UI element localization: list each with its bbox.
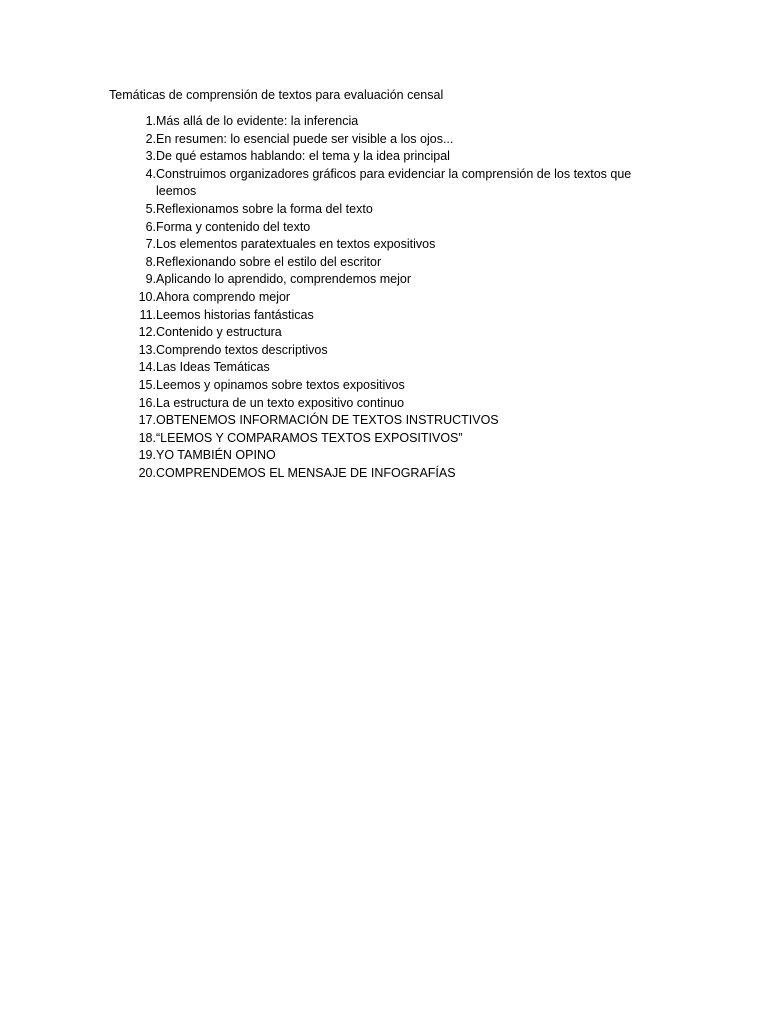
list-item-number-label: 9. (145, 272, 156, 287)
list-item-number-label: 2. (145, 131, 156, 146)
list-item-text: “LEEMOS Y COMPARAMOS TEXTOS EXPOSITIVOS” (156, 430, 463, 445)
list-item (109, 219, 669, 237)
list-item (109, 430, 669, 448)
list-item-text: Más allá de lo evidente: la inferencia (156, 114, 359, 128)
topic-list (109, 113, 669, 482)
list-item-text: Ahora comprendo mejor (156, 289, 291, 304)
list-item-number (109, 447, 156, 465)
list-item-number-label: 7. (145, 237, 156, 252)
list-item-text: COMPRENDEMOS EL MENSAJE DE INFOGRAFÍAS (156, 465, 456, 480)
list-item-number-label: 10. (138, 289, 156, 304)
list-item-number (109, 201, 156, 219)
list-item-text: Construimos organizadores gráficos para evidenciar la comprensión de los textos que leemos (156, 166, 632, 199)
list-item-text: YO TAMBIÉN OPINO (156, 448, 276, 463)
list-item-text: Forma y contenido del texto (156, 219, 311, 234)
list-item-number-label: 1. (145, 114, 156, 128)
list-item (109, 113, 669, 131)
list-item-number-label: 8. (145, 254, 156, 269)
list-item-number (109, 236, 156, 254)
list-item-number (109, 219, 156, 237)
list-item-number-label: 16. (138, 395, 156, 410)
list-item-number (109, 359, 156, 377)
list-item-text: Aplicando lo aprendido, comprendemos mejor (156, 272, 412, 287)
list-item-number (109, 271, 156, 289)
list-item (109, 412, 669, 430)
list-item-text: Los elementos paratextuales en textos expositivos (156, 237, 436, 252)
list-item-number (109, 113, 156, 131)
list-item-number (109, 324, 156, 342)
list-item (109, 307, 669, 325)
list-item-number (109, 342, 156, 360)
list-item-text: Contenido y estructura (156, 325, 282, 340)
list-item-number (109, 412, 156, 430)
list-item (109, 359, 669, 377)
list-item-text: Reflexionamos sobre la forma del texto (156, 201, 373, 216)
list-item-number-label: 6. (145, 219, 156, 234)
list-item-number (109, 430, 156, 448)
list-item-text: OBTENEMOS INFORMACIÓN DE TEXTOS INSTRUCTIVOS (156, 413, 499, 428)
list-item (109, 377, 669, 395)
list-item-number (109, 148, 156, 166)
list-item-text: La estructura de un texto expositivo continuo (156, 395, 405, 410)
list-item-number-label: 4. (145, 166, 156, 181)
list-item-number-label: 12. (138, 325, 156, 340)
list-item-number-label: 20. (138, 465, 156, 480)
list-item-number-label: 11. (139, 307, 156, 322)
list-item (109, 465, 669, 483)
list-item (109, 131, 669, 149)
list-item-number (109, 289, 156, 307)
list-item (109, 148, 669, 166)
document-title: Temáticas de comprensión de textos para evaluación censal (109, 88, 444, 102)
list-item (109, 271, 669, 289)
list-item-number (109, 377, 156, 395)
list-item-number (109, 395, 156, 413)
list-item-text: Leemos historias fantásticas (156, 307, 314, 322)
list-item-text: Las Ideas Temáticas (156, 360, 270, 375)
list-item-text: Reflexionando sobre el estilo del escritor (156, 254, 382, 269)
list-item-number-label: 19. (138, 448, 156, 463)
list-item-number-label: 14. (138, 360, 156, 375)
list-item-number-label: 17. (138, 413, 156, 428)
list-item (109, 289, 669, 307)
list-item (109, 342, 669, 360)
list-item-number (109, 166, 156, 201)
list-item-number-label: 5. (145, 201, 156, 216)
list-item (109, 201, 669, 219)
list-item (109, 447, 669, 465)
list-item-number (109, 307, 156, 325)
list-item (109, 324, 669, 342)
list-item-text: Leemos y opinamos sobre textos expositivos (156, 377, 405, 392)
list-item (109, 254, 669, 272)
list-item-text: De qué estamos hablando: el tema y la idea principal (156, 149, 450, 164)
list-item-number-label: 15. (138, 377, 156, 392)
list-item-number (109, 254, 156, 272)
list-item-text: Comprendo textos descriptivos (156, 342, 328, 357)
list-item-text: En resumen: lo esencial puede ser visible a los ojos... (156, 131, 454, 146)
list-item-number-label: 18. (138, 430, 156, 445)
list-item (109, 236, 669, 254)
list-item-number-label: 13. (138, 342, 156, 357)
list-item (109, 166, 669, 201)
list-item-number (109, 465, 156, 483)
list-item-number (109, 131, 156, 149)
list-item (109, 395, 669, 413)
list-item-number-label: 3. (145, 149, 156, 164)
